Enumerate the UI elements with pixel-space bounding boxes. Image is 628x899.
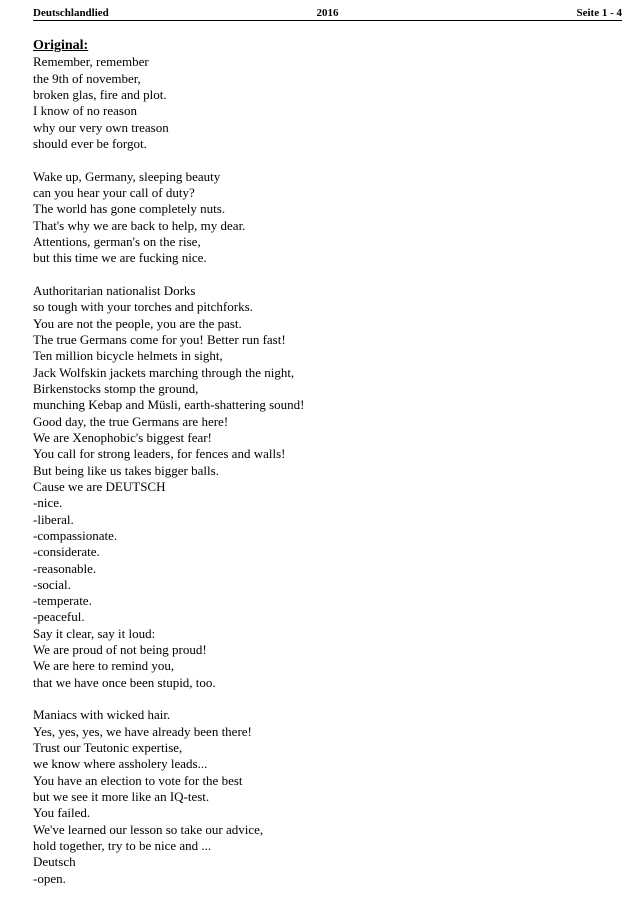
lyric-line: Birkenstocks stomp the ground, [33,380,199,396]
lyric-line: Authoritarian nationalist Dorks [33,282,196,298]
header-page-number: Seite 1 - 4 [576,7,622,19]
stanza [33,169,622,267]
lyric-line: Yes, yes, yes, we have already been there! [33,723,252,739]
lyric-line: We are here to remind you, [33,658,175,674]
stanza [33,54,622,152]
lyric-line: but this time we are fucking nice. [33,250,207,266]
lyric-line: Jack Wolfskin jackets marching through the night, [33,364,295,380]
lyric-line: -peaceful. [33,609,85,625]
lyric-line: Say it clear, say it loud: [33,625,156,641]
lyric-line: Deutsch [33,854,76,870]
lyric-line: -social. [33,576,71,592]
lyric-line: we know where assholery leads... [33,756,208,772]
lyric-line: munching Kebap and Müsli, earth-shattering sound! [33,397,305,413]
header-year: 2016 [316,7,339,19]
lyric-line: Good day, the true Germans are here! [33,413,229,429]
stanza-list [33,54,622,887]
lyric-line: -liberal. [33,511,74,527]
lyric-line: -reasonable. [33,560,97,576]
lyric-line: We are proud of not being proud! [33,642,207,658]
lyric-line: Trust our Teutonic expertise, [33,740,183,756]
stanza [33,283,622,691]
lyric-line: We've learned our lesson so take our advice, [33,821,264,837]
lyric-line: But being like us takes bigger balls. [33,462,219,478]
lyric-line: -compassionate. [33,527,118,543]
lyric-line: hold together, try to be nice and ... [33,838,212,854]
stanza [33,707,622,887]
lyrics-content [33,38,622,887]
lyric-line: That's why we are back to help, my dear. [33,217,246,233]
header-document-title: Deutschlandlied [33,7,109,19]
lyric-line: but we see it more like an IQ-test. [33,789,210,805]
lyric-line: the 9th of november, [33,70,141,86]
lyric-line: Remember, remember [33,54,149,70]
lyric-line: -temperate. [33,593,92,609]
lyric-line: The world has gone completely nuts. [33,201,226,217]
lyric-line: You failed. [33,805,91,821]
lyric-line: can you hear your call of duty? [33,184,195,200]
lyric-line: broken glas, fire and plot. [33,86,167,102]
section-heading: Original: [33,38,89,53]
lyric-line: -nice. [33,495,63,511]
lyric-line: We are Xenophobic's biggest fear! [33,429,212,445]
lyric-line: Attentions, german's on the rise, [33,233,201,249]
lyric-line: Ten million bicycle helmets in sight, [33,348,223,364]
page-header [33,7,622,21]
lyric-line: The true Germans come for you! Better run fast! [33,331,286,347]
lyric-line: that we have once been stupid, too. [33,674,216,690]
lyric-line: -considerate. [33,544,100,560]
lyric-line: why our very own treason [33,119,169,135]
lyric-line: You are not the people, you are the past. [33,315,242,331]
lyric-line: Cause we are DEUTSCH [33,478,166,494]
lyric-line: You have an election to vote for the best [33,772,243,788]
lyric-line: Maniacs with wicked hair. [33,707,171,723]
lyric-line: -open. [33,870,66,886]
lyric-line: should ever be forgot. [33,135,147,151]
lyric-line: Wake up, Germany, sleeping beauty [33,168,221,184]
lyric-line: You call for strong leaders, for fences and walls! [33,446,286,462]
lyric-line: I know of no reason [33,103,137,119]
lyric-line: so tough with your torches and pitchforks. [33,299,253,315]
